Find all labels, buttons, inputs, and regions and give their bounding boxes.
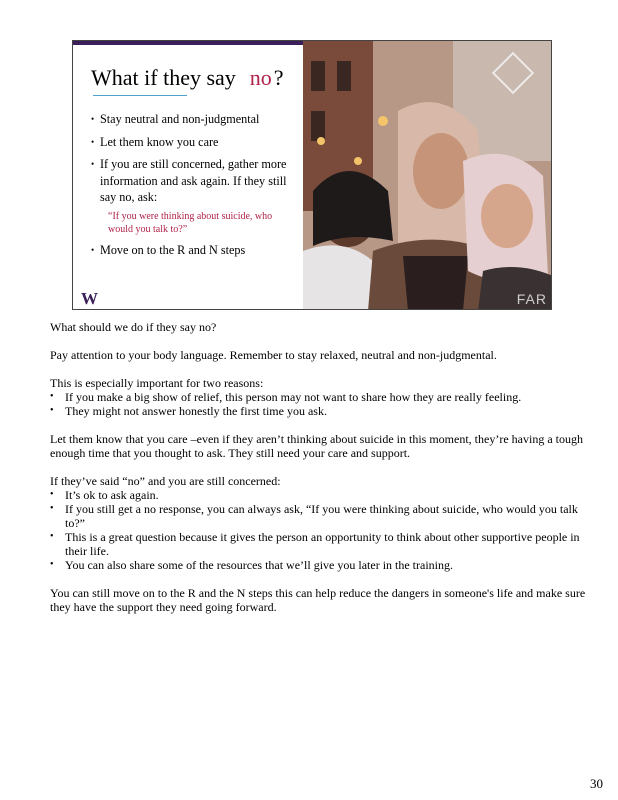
brand-mark: FAR (516, 291, 547, 307)
slide-image (72, 40, 552, 310)
slide-accent-bar (73, 41, 303, 45)
uw-logo: W (81, 289, 98, 308)
list-item: • If you make a big show of relief, this person may not want to share how they are really feeling. (50, 390, 590, 404)
paragraph: This is especially important for two reasons: (50, 376, 264, 390)
slide-bullet: • Let them know you care (91, 134, 291, 151)
slide-title-text: What if they say (91, 65, 236, 90)
paragraph: Let them know that you care –even if they aren’t thinking about suicide in this moment, they’re having a tough enough time that you thought to ask. They still need your care and support. (50, 432, 583, 460)
slide-quote: “If you were thinking about suicide, who would you talk to?” (108, 210, 273, 235)
slide-title (91, 65, 284, 91)
slide-title-question-mark: ? (273, 65, 284, 90)
list-item: • They might not answer honestly the first time you ask. (50, 404, 590, 418)
paragraph: If they’ve said “no” and you are still concerned: (50, 474, 281, 488)
slide-bullet: • Stay neutral and non-judgmental (91, 111, 291, 128)
concerned-list (50, 488, 590, 572)
paragraph: What should we do if they say no? (50, 320, 217, 334)
slide-bullet: • Move on to the R and N steps (91, 242, 291, 259)
slide-bullet: • If you are still concerned, gather more information and ask again. If they still say no, ask: “If you were thinking about suicide, who would you talk to?” (91, 156, 291, 236)
list-item: • This is a great question because it gives the person an opportunity to think about other supportive people in their life. (50, 530, 590, 558)
slide-title-emphasis: no (249, 65, 272, 90)
photo-illustration (303, 41, 552, 310)
list-item: • It’s ok to ask again. (50, 488, 590, 502)
title-underline (93, 95, 187, 96)
photo-three-women (303, 41, 552, 310)
slide-bullet-list (91, 111, 291, 264)
list-item: • You can also share some of the resources that we’ll give you later in the training. (50, 558, 590, 572)
list-item: • If you still get a no response, you can always ask, “If you were thinking about suicide, who would you talk to?” (50, 502, 590, 530)
notes-body (50, 320, 590, 628)
page-number: 30 (590, 776, 603, 791)
paragraph: You can still move on to the R and the N steps this can help reduce the dangers in someone's life and make sure they have the support they need going forward. (50, 586, 586, 614)
paragraph: Pay attention to your body language. Remember to stay relaxed, neutral and non-judgmental. (50, 348, 497, 362)
reasons-list (50, 390, 590, 418)
